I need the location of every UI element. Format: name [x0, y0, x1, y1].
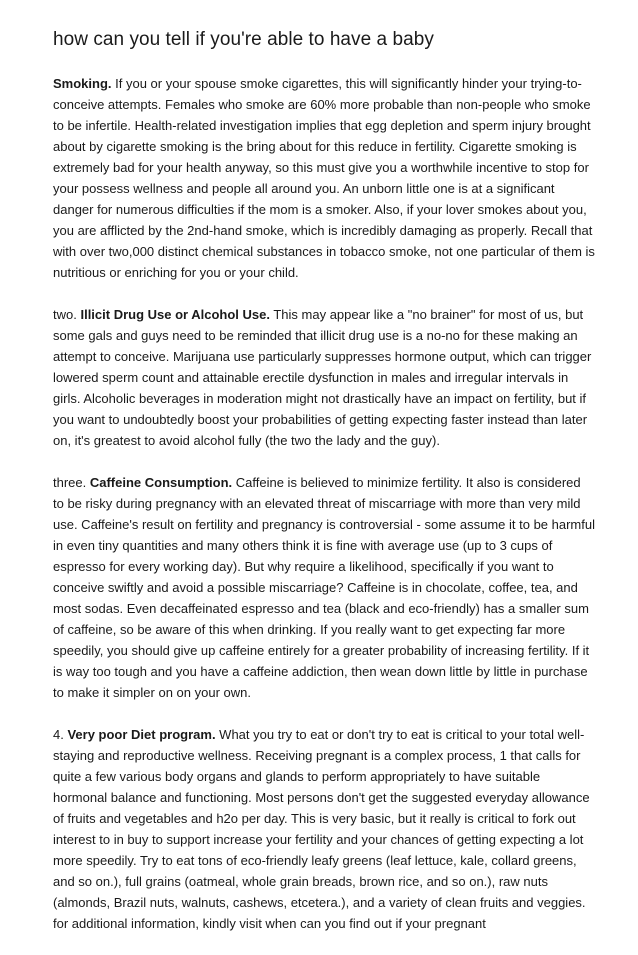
paragraph-caffeine: [53, 472, 595, 703]
paragraph-smoking: [53, 73, 595, 283]
paragraph-body: Caffeine is believed to minimize fertility. It also is considered to be risky during pregnancy with an elevated threat of miscarriage with more than very mild use. Caffeine's result on fertility and pregnancy is controversial - some assume it to be harmful in even tiny quantities and many others think it is fine with average use (up to 3 cups of espresso for every working day). But why require a likelihood, specifically if you want to conceive swiftly and avoid a possible miscarriage? Caffeine is in chocolate, coffee, tea, and most sodas. Even decaffeinated espresso and tea (black and eco-friendly) has a smaller sum of caffeine, so be aware of this when drinking. If you really want to get expecting far more speedily, you should give up caffeine entirely for a greater probability of increasing fertility. If it is way too tough and you have a caffeine addiction, then wean down little by little in purchase to make it simpler on on your own.: [53, 475, 595, 700]
document-title: how can you tell if you're able to have a baby: [53, 29, 434, 50]
paragraph-number: 4.: [53, 727, 68, 742]
document-page: [53, 28, 595, 955]
paragraph-heading: Very poor Diet program.: [67, 727, 216, 742]
paragraph-body: What you try to eat or don't try to eat is critical to your total well-staying and reproductive wellness. Receiving pregnant is a complex process, 1 that calls for quite a few various body organs and glands to perform appropriately to have suitable hormonal balance and functioning. Most persons don't get the suggested everyday allowance of fruits and vegetables and h2o per day. This is very basic, but it really is critical to fork out interest to in buy to support increase your fertility and your chances of getting expecting a lot more speedily. Try to eat tons of eco-friendly leafy greens (leaf lettuce, kale, collard greens, and so on.), full grains (oatmeal, whole grain breads, brown rice, and so on.), raw nuts (almonds, Brazil nuts, walnuts, cashews, etcetera.), and a variety of clean fruits and veggies. for additional information, kindly visit when can you find out if your pregnant: [53, 727, 590, 931]
paragraph-drug-alcohol: [53, 304, 595, 451]
paragraph-number: two.: [53, 307, 81, 322]
paragraph-body: If you or your spouse smoke cigarettes, this will significantly hinder your trying-to-conceive attempts. Females who smoke are 60% more probable than non-people who smoke to be infertile. Health-related investigation implies that egg depletion and sperm injury brought about by cigarette smoking is the bring about for this reduce in fertility. Cigarette smoking is extremely bad for your health anyway, so this must give you a worthwhile incentive to stop for your possess wellness and people all around you. An unborn little one is at a significant danger for numerous difficulties if the mom is a smoker. Also, if your lover smokes about you, you are afflicted by the 2nd-hand smoke, which is incredibly damaging as properly. Recall that with over two,000 distinct chemical substances in tobacco smoke, not one particular of them is nutritious or enriching for you or your child.: [53, 76, 595, 280]
paragraph-heading: Smoking.: [53, 76, 112, 91]
paragraph-body: This may appear like a "no brainer" for most of us, but some gals and guys need to be reminded that illicit drug use is a no-no for these making an attempt to conceive. Marijuana use particularly suppresses hormone output, which can trigger lowered sperm count and attainable erectile dysfunction in males and irregular intervals in girls. Alcoholic beverages in moderation might not drastically have an impact on fertility, but if you want to undoubtedly boost your probabilities of getting expecting faster instead than later on, it's greatest to avoid alcohol fully (the two the lady and the guy).: [53, 307, 592, 448]
paragraph-heading: Illicit Drug Use or Alcohol Use.: [80, 307, 270, 322]
paragraph-number: three.: [53, 475, 90, 490]
paragraph-heading: Caffeine Consumption.: [89, 475, 233, 490]
